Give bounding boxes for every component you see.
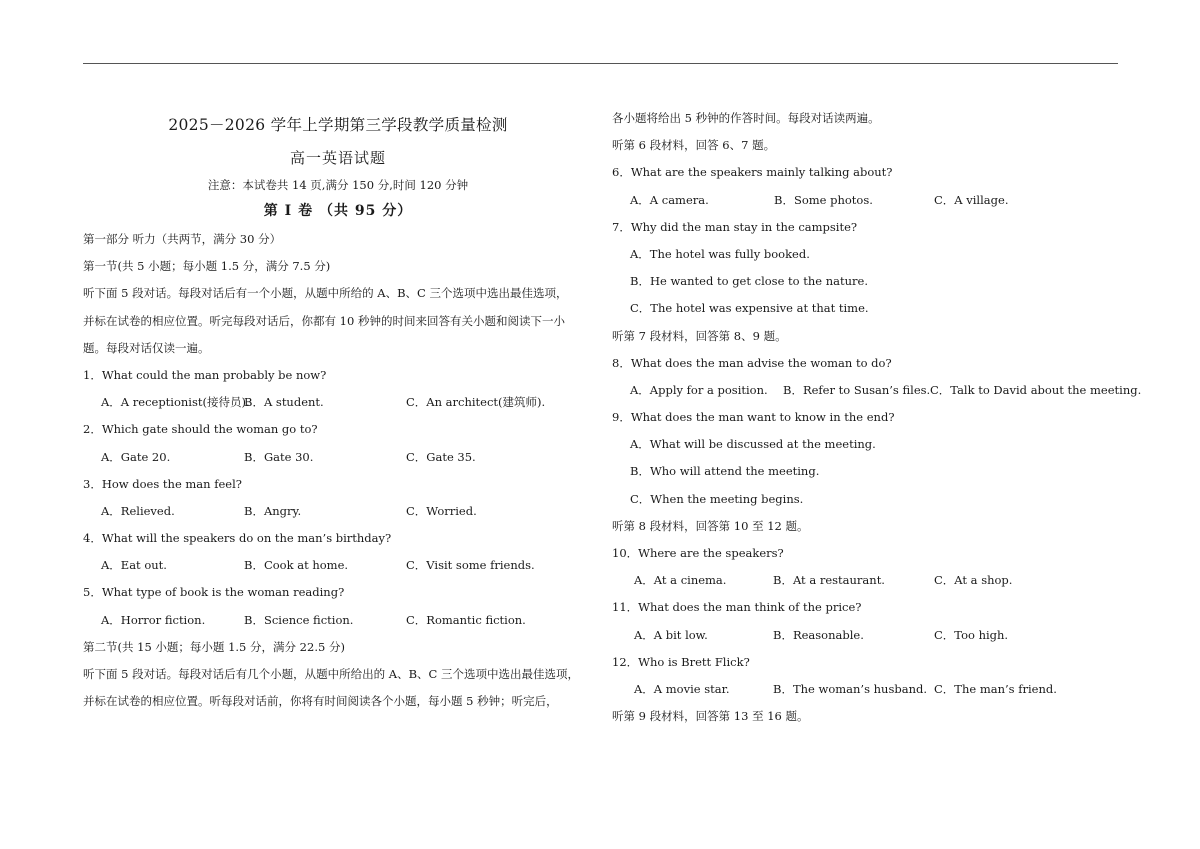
options-row (612, 676, 1132, 703)
material-heading: 听第 8 段材料，回答第 10 至 12 题。 (612, 518, 809, 533)
option-b[interactable]: B．The woman’s husband. (773, 681, 927, 696)
options-row (612, 567, 1132, 594)
option-b[interactable]: B．Some photos. (774, 192, 873, 207)
option-b[interactable]: B．He wanted to get close to the nature. (630, 274, 868, 289)
option-a[interactable]: A．A receptionist(接待员). (101, 395, 250, 410)
question-text: 8．What does the man advise the woman to do? (612, 355, 892, 370)
question-block (83, 525, 593, 579)
volume-heading: 第 I 卷 （共 95 分） (263, 203, 413, 219)
option-a[interactable]: A．Relieved. (101, 503, 175, 518)
question-text: 12．Who is Brett Flick? (612, 654, 750, 669)
option-c[interactable]: C．A village. (934, 192, 1009, 207)
option-b[interactable]: B．Science fiction. (244, 612, 354, 627)
options-row (612, 622, 1132, 649)
option-c[interactable]: C．Gate 35. (406, 449, 476, 464)
question-text: 4．What will the speakers do on the man’s birthday? (83, 531, 392, 546)
option-c[interactable]: C．Too high. (934, 627, 1009, 642)
question-text: 3．How does the man feel? (83, 476, 242, 491)
question-text: 1．What could the man probably be now? (83, 367, 327, 382)
question-text: 5．What type of book is the woman reading? (83, 585, 345, 600)
material-heading: 听第 6 段材料，回答 6、7 题。 (612, 138, 776, 153)
question-text: 9．What does the man want to know in the end? (612, 410, 895, 425)
section2-heading: 第二节(共 15 小题；每小题 1.5 分，满分 22.5 分) (83, 639, 345, 654)
left-column (83, 108, 593, 715)
options-row (83, 552, 593, 579)
option-c[interactable]: C．Talk to David about the meeting. (930, 382, 1142, 397)
question-block (83, 579, 593, 633)
question-block (612, 404, 1132, 513)
option-c[interactable]: C．Visit some friends. (406, 558, 535, 573)
material-heading: 听第 9 段材料，回答第 13 至 16 题。 (612, 709, 809, 724)
option-a[interactable]: A．The hotel was fully booked. (630, 246, 810, 261)
option-c[interactable]: C．The hotel was expensive at that time. (630, 301, 869, 316)
question-block (83, 416, 593, 470)
instructions-line: 题。每段对话仅读一遍。 (83, 340, 210, 355)
question-text: 7．Why did the man stay in the campsite? (612, 219, 858, 234)
option-c[interactable]: C．Romantic fiction. (406, 612, 526, 627)
option-b[interactable]: B．Who will attend the meeting. (630, 464, 820, 479)
part1-heading: 第一部分 听力（共两节，满分 30 分） (83, 232, 282, 246)
section1-heading: 第一节(共 5 小题；每小题 1.5 分，满分 7.5 分) (83, 259, 331, 274)
options-row (612, 187, 1132, 214)
instructions-line: 并标在试卷的相应位置。听完每段对话后，你都有 10 秒钟的时间来回答有关小题和阅读下一小 (83, 313, 565, 328)
option-c[interactable]: C．At a shop. (934, 573, 1013, 588)
option-b[interactable]: B．Angry. (244, 503, 302, 518)
options-row (83, 607, 593, 634)
question-block (612, 159, 1132, 213)
option-b[interactable]: B．At a restaurant. (773, 573, 885, 588)
question-block (83, 471, 593, 525)
question-block (612, 594, 1132, 648)
right-column (612, 105, 1142, 730)
option-a[interactable]: A．Horror fiction. (101, 612, 206, 627)
option-a[interactable]: A．A camera. (630, 192, 709, 207)
instructions-line: 并标在试卷的相应位置。听每段对话前，你将有时间阅读各个小题，每小题 5 秒钟；听完后， (83, 694, 558, 709)
option-c[interactable]: C．When the meeting begins. (630, 491, 804, 506)
option-b[interactable]: B．Cook at home. (244, 558, 349, 573)
option-a[interactable]: A．At a cinema. (634, 573, 727, 588)
option-a[interactable]: A．A movie star. (634, 681, 730, 696)
instructions-line: 听下面 5 段对话。每段对话后有几个小题，从题中所给出的 A、B、C 三个选项中选出最佳选项， (83, 667, 579, 681)
question-block (612, 649, 1132, 703)
exam-notice: 注意：本试卷共 14 页,满分 150 分,时间 120 分钟 (207, 178, 469, 192)
option-c[interactable]: C．Worried. (406, 503, 477, 518)
instructions-line: 听下面 5 段对话。每段对话后有一个小题，从题中所给的 A、B、C 三个选项中选出最佳选项， (83, 286, 568, 301)
option-a[interactable]: A．What will be discussed at the meeting. (630, 437, 876, 452)
question-text: 10．Where are the speakers? (612, 546, 784, 560)
exam-title: 2025－2026 学年上学期第三学段教学质量检测 (168, 116, 508, 134)
options-row (612, 377, 1142, 404)
option-c[interactable]: C．An architect(建筑师). (406, 395, 546, 410)
options-row (83, 444, 593, 471)
question-block (612, 540, 1132, 594)
instructions-line: 各小题将给出 5 秒钟的作答时间。每段对话读两遍。 (612, 111, 880, 125)
option-a[interactable]: A．Gate 20. (101, 449, 171, 464)
option-a[interactable]: A．A bit low. (634, 627, 708, 642)
option-a[interactable]: A．Apply for a position. (630, 382, 768, 397)
question-text: 2．Which gate should the woman go to? (83, 422, 318, 437)
option-b[interactable]: B．Reasonable. (773, 627, 864, 642)
question-text: 11．What does the man think of the price? (612, 600, 862, 615)
option-b[interactable]: B．Refer to Susan’s files. (783, 382, 931, 397)
options-row (83, 498, 593, 525)
option-b[interactable]: B．A student. (244, 395, 324, 410)
material-heading: 听第 7 段材料，回答第 8、9 题。 (612, 328, 787, 343)
question-text: 6．What are the speakers mainly talking about? (612, 165, 893, 180)
option-b[interactable]: B．Gate 30. (244, 449, 314, 464)
options-row (83, 389, 593, 416)
exam-subtitle: 高一英语试题 (289, 149, 386, 167)
question-block (612, 214, 1132, 323)
question-block (83, 362, 593, 416)
option-a[interactable]: A．Eat out. (101, 558, 167, 573)
question-block (612, 350, 1142, 404)
option-c[interactable]: C．The man’s friend. (934, 681, 1057, 696)
top-rule (83, 63, 1118, 64)
